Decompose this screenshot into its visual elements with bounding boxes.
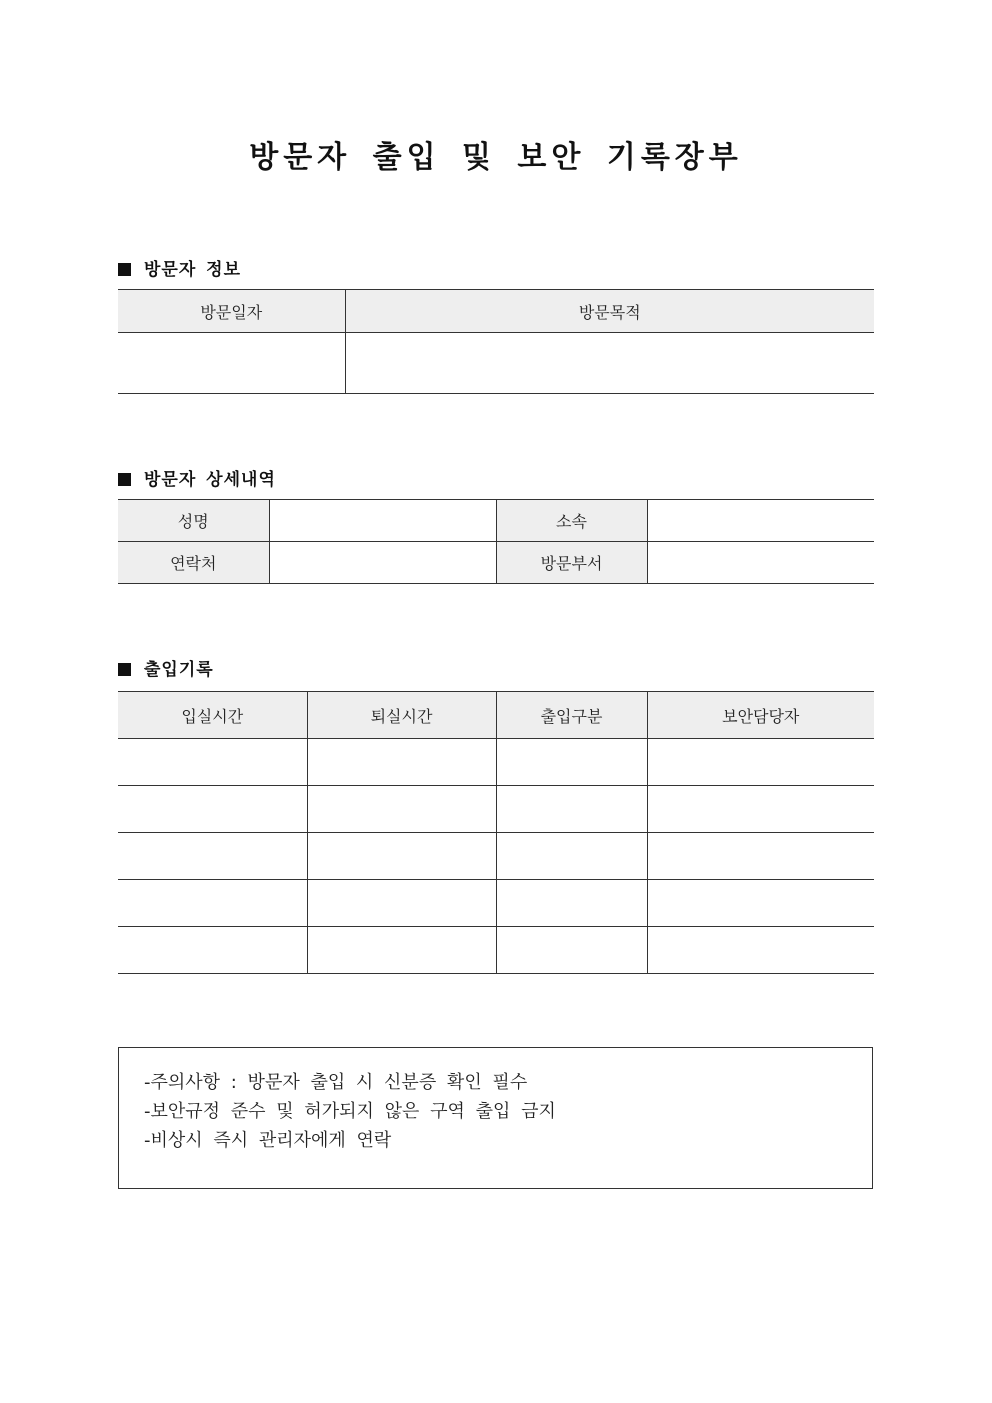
table-row xyxy=(118,542,874,584)
visitor-details-table xyxy=(118,499,874,584)
entry-time-cell[interactable] xyxy=(118,927,307,974)
section-heading: 출입기록 xyxy=(144,660,214,680)
table-header-row xyxy=(118,290,874,333)
table-row xyxy=(118,500,874,542)
note-line: -주의사항 : 방문자 출입 시 신분증 확인 필수 xyxy=(144,1072,528,1093)
access-type-cell[interactable] xyxy=(496,927,647,974)
label-name: 성명 xyxy=(118,500,269,542)
access-type-cell[interactable] xyxy=(496,739,647,786)
name-field[interactable] xyxy=(269,500,496,542)
note-line: -비상시 즉시 관리자에게 연락 xyxy=(144,1130,392,1151)
access-type-cell[interactable] xyxy=(496,880,647,927)
exit-time-cell[interactable] xyxy=(307,786,496,833)
affiliation-field[interactable] xyxy=(647,500,874,542)
section-visitor-details xyxy=(118,465,276,490)
table-row xyxy=(118,786,874,833)
visit-date-field[interactable] xyxy=(118,333,345,394)
exit-time-cell[interactable] xyxy=(307,833,496,880)
security-officer-cell[interactable] xyxy=(647,739,874,786)
department-field[interactable] xyxy=(647,542,874,584)
black-square-icon xyxy=(118,663,131,676)
contact-field[interactable] xyxy=(269,542,496,584)
header-visit-purpose: 방문목적 xyxy=(345,290,874,333)
table-header-row xyxy=(118,692,874,739)
header-exit-time: 퇴실시간 xyxy=(307,692,496,739)
visitor-info-table xyxy=(118,289,874,394)
access-log-table xyxy=(118,691,874,974)
header-access-type: 출입구분 xyxy=(496,692,647,739)
entry-time-cell[interactable] xyxy=(118,739,307,786)
header-security-officer: 보안담당자 xyxy=(647,692,874,739)
notes-box xyxy=(118,1047,873,1189)
section-heading: 방문자 정보 xyxy=(144,260,242,280)
table-row xyxy=(118,927,874,974)
entry-time-cell[interactable] xyxy=(118,833,307,880)
security-officer-cell[interactable] xyxy=(647,833,874,880)
header-entry-time: 입실시간 xyxy=(118,692,307,739)
black-square-icon xyxy=(118,473,131,486)
exit-time-cell[interactable] xyxy=(307,927,496,974)
black-square-icon xyxy=(118,263,131,276)
security-officer-cell[interactable] xyxy=(647,880,874,927)
label-affiliation: 소속 xyxy=(496,500,647,542)
section-heading: 방문자 상세내역 xyxy=(144,470,276,490)
page-title: 방문자 출입 및 보안 기록장부 xyxy=(249,140,743,175)
table-row xyxy=(118,880,874,927)
label-department: 방문부서 xyxy=(496,542,647,584)
table-row xyxy=(118,833,874,880)
exit-time-cell[interactable] xyxy=(307,739,496,786)
entry-time-cell[interactable] xyxy=(118,880,307,927)
table-row xyxy=(118,333,874,394)
access-type-cell[interactable] xyxy=(496,786,647,833)
security-officer-cell[interactable] xyxy=(647,927,874,974)
security-officer-cell[interactable] xyxy=(647,786,874,833)
note-line: -보안규정 준수 및 허가되지 않은 구역 출입 금지 xyxy=(144,1101,556,1122)
access-type-cell[interactable] xyxy=(496,833,647,880)
section-visitor-info xyxy=(118,255,241,280)
table-row xyxy=(118,739,874,786)
section-access-log xyxy=(118,655,214,680)
header-visit-date: 방문일자 xyxy=(118,290,345,333)
visit-purpose-field[interactable] xyxy=(345,333,874,394)
label-contact: 연락처 xyxy=(118,542,269,584)
exit-time-cell[interactable] xyxy=(307,880,496,927)
entry-time-cell[interactable] xyxy=(118,786,307,833)
